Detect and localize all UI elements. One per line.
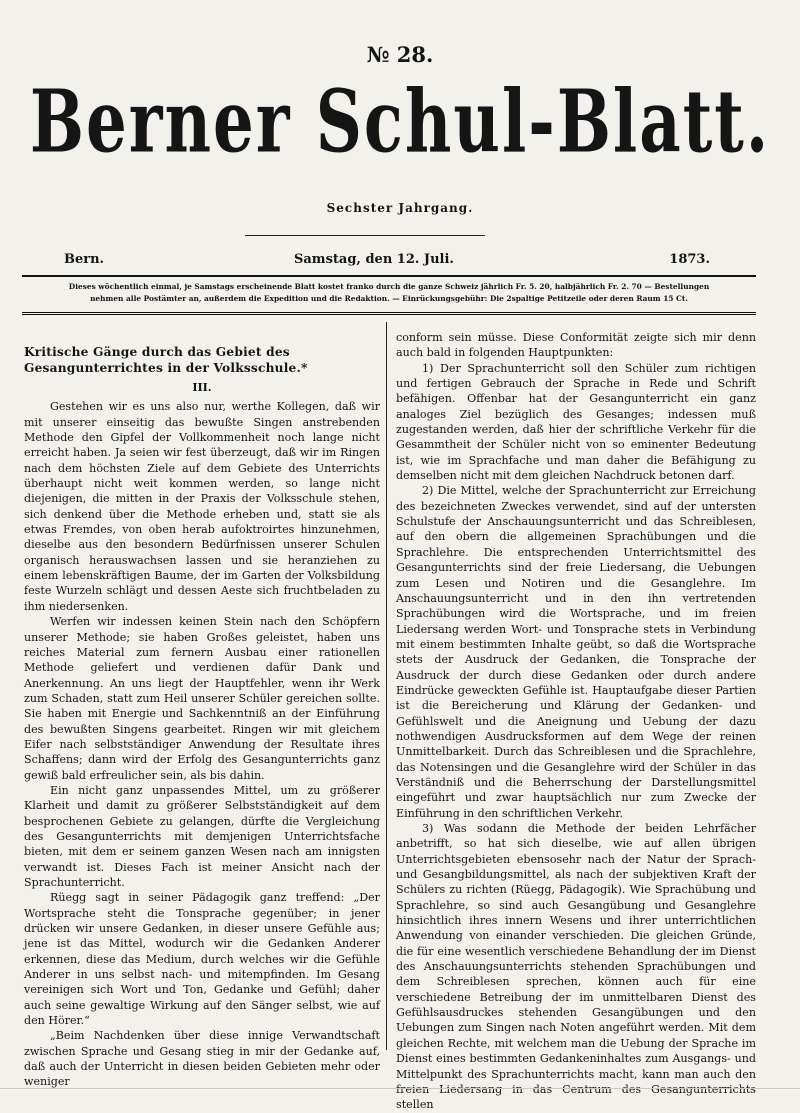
masthead-title: Berner Schul-Blatt. [29,72,771,174]
paragraph: 1) Der Sprachunterricht soll den Schüler zum richtigen und fertigen Gebrauch der Sprache in Rede und Schrift befähigen. Offenbar hat der Gesangunterricht ein ganz analoges Ziel bezüglich des Gesanges; indessen muß zugestanden werden, daß hier der schriftliche Verkehr für die Gesammtheit der Schüler nicht von so eminenter Bedeutung ist, wie im Sprachfache und man daher die Befähigung zu demselben nicht mit dem gleichen Nachdruck betonen darf. [396,361,756,483]
notice-bottom-rule [22,312,756,315]
issue-date: Samstag, den 12. Juli. [294,252,454,267]
notice-top-rule [22,275,756,277]
left-column [24,344,380,1090]
article-title: Kritische Gänge durch das Gebiet des Gesangunterrichtes in der Volksschule.* [24,345,308,375]
paragraph: 2) Die Mittel, welche der Sprachunterricht zur Erreichung des bezeichneten Zweckes verwendet, sind auf der untersten Schulstufe der Anschauungsunterricht und das Schreiblesen, auf den obern die allgemeinen Sprachübungen und die Sprachlehre. Die entsprechenden Unterrichtsmittel des Gesangunterrichts sind der freie Liedersang, die Uebungen zum Lesen und Notiren und die Gesanglehre. Im Anschauungsunterricht und in den ihn vertretenden Sprachübungen wird die Wortsprache, und im freien Liedersang werden Wort- und Tonsprache stets in Verbindung mit einem bestimmten Inhalte geübt, so daß die Wortsprache stets der Ausdruck der Gedanken, die Tonsprache der Ausdruck der durch diese Gedanken oder durch andere Eindrücke geweckten Gefühle ist. Hauptaufgabe dieser Partien ist die Bereicherung und Klärung der Gedanken- und Gefühlswelt und die Aneignung und Uebung der dazu nothwendigen Ausdrucksformen auf dem Wege der reinen Unmittelbarkeit. Durch das Schreiblesen und die Sprachlehre, das Notensingen und die Gesanglehre wird der Schüler in das Verständniß und die Beherrschung der Darstellungsmittel eingeführt und zwar hauptsächlich nur zum Zwecke der Einführung in den schriftlichen Verkehr. [396,484,756,820]
header-divider [245,235,485,236]
issue-year: 1873. [669,252,710,267]
right-column [396,330,756,1113]
volume-subtitle: Sechster Jahrgang. [326,201,474,215]
column-divider [386,322,387,1050]
paragraph: Werfen wir indessen keinen Stein nach den Schöpfern unserer Methode; sie haben Großes geleistet, haben uns reiches Material zum fernern Ausbau einer rationellen Methode geliefert und verdienen dafür Dank und Anerkennung. An uns liegt der Hauptfehler, wenn ihr Werk zum Schaden, statt zum Heil unserer Schüler gereichen sollte. Sie haben mit Energie und Sachkenntniß an der Einführung des bewußten Singens gearbeitet. Ringen wir mit gleichem Eifer nach selbstständiger Anwendung der Resultate ihres Schaffens; dann wird der Erfolg des Gesangunterrichts ganz gewiß bald erfreulicher sein, als bis dahin. [24,615,380,782]
place: Bern. [64,252,105,267]
issue-number: № 28. [366,42,434,67]
subscription-notice [22,281,756,305]
paragraph: „Beim Nachdenken über diese innige Verwandtschaft zwischen Sprache und Gesang stieg in mir der Gedanke auf, daß auch der Unterricht in diesen beiden Gebieten mehr oder weniger [24,1029,380,1089]
page-edge [0,1088,800,1089]
section-number: III. [192,381,212,394]
paragraph: Ein nicht ganz unpassendes Mittel, um zu größerer Klarheit und damit zu größerer Selbstständigkeit auf dem besprochenen Gebiete zu gelangen, dürfte die Vergleichung des Gesangunterrichts mit demjenigen Unterrichtsfache bieten, mit dem er seinem ganzen Wesen nach am innigsten verwandt ist. Dieses Fach ist meiner Ansicht nach der Sprachunterricht. [24,783,380,889]
paragraph: Gestehen wir es uns also nur, werthe Kollegen, daß wir mit unserer einseitig das bewußte Singen anstrebenden Methode den Gipfel der Vollkommenheit noch lange nicht erreicht haben. Ja seien wir fest überzeugt, daß wir im Ringen nach dem höchsten Ziele auf dem Gebiete des Unterrichts überhaupt nicht weit kommen werden, so lange nicht diejenigen, die mitten in der Praxis der Volksschule stehen, sich denkend über die Methode erheben und, statt sie als etwas Fremdes, von oben herab aufoktroirtes hinzunehmen, dieselbe aus den besondern Bedürfnissen unserer Schulen organisch herauswachsen lassen und sie heranziehen zu einem lebenskräftigen Baume, der im Garten der Volksbildung feste Wurzeln schlägt und dessen Aeste sich fruchtbeladen zu ihm niedersenken. [24,400,380,613]
paragraph: conform sein müsse. Diese Conformität zeigte sich mir denn auch bald in folgenden Hauptpunkten: [396,331,756,360]
notice-line: Dieses wöchentlich einmal, je Samstags erscheinende Blatt kostet franko durch die ganze Schweiz jährlich Fr. 5. 20, halbjährlich Fr. 2. 70 — Bestellungen [68,282,710,291]
notice-line: nehmen alle Postämter an, außerdem die Expedition und die Redaktion. — Einrückungsgebühr: Die 2spaltige Petitzeile oder deren Raum 15 Ct. [90,294,688,303]
paragraph: Rüegg sagt in seiner Pädagogik ganz treffend: „Der Wortsprache steht die Tonsprache gegenüber; in jener drücken wir unsere Gedanken, in dieser unsere Gefühle aus; jene ist das Mittel, wodurch wir die Gedanken Anderer erkennen, diese das Medium, durch welches wir die Gefühle Anderer in uns selbst nach- und mitempfinden. Im Gesang vereinigen sich Wort und Ton, Gedanke und Gefühl; daher auch seine gewaltige Wirkung auf den Sänger selbst, wie auf den Hörer.“ [24,891,380,1028]
paragraph: 3) Was sodann die Methode der beiden Lehrfächer anbetrifft, so hat sich dieselbe, wie auf allen übrigen Unterrichtsgebieten ebensosehr nach der Natur der Sprach- und Gesangbildungsmittel, als nach der subjektiven Kraft der Schülers zu richten (Rüegg, Pädagogik). Wie Sprachübung und Sprachlehre, so sind auch Gesangübung und Gesanglehre hinsichtlich ihres innern Wesens und ihrer unterrichtlichen Anwendung von einander verschieden. Die gleichen Gründe, die für eine wesentlich verschiedene Behandlung der im Dienst des Anschauungsunterrichts stehenden Sprachübungen und dem Schreiblesen sprechen, können auch für eine verschiedene Betreibung der im unmittelbaren Dienst des Gefühlsausdruckes stehenden Gesangübungen und den Uebungen zum Singen nach Noten angeführt werden. Mit dem gleichen Rechte, mit welchem man die Uebung der Sprache im Dienst eines bestimmten Gedankeninhaltes zum Ausgangs- und Mittelpunkt des Sprachunterrichts macht, kann man auch den freien Liedersang in das Centrum des Gesangunterrichts stellen [396,822,756,1112]
